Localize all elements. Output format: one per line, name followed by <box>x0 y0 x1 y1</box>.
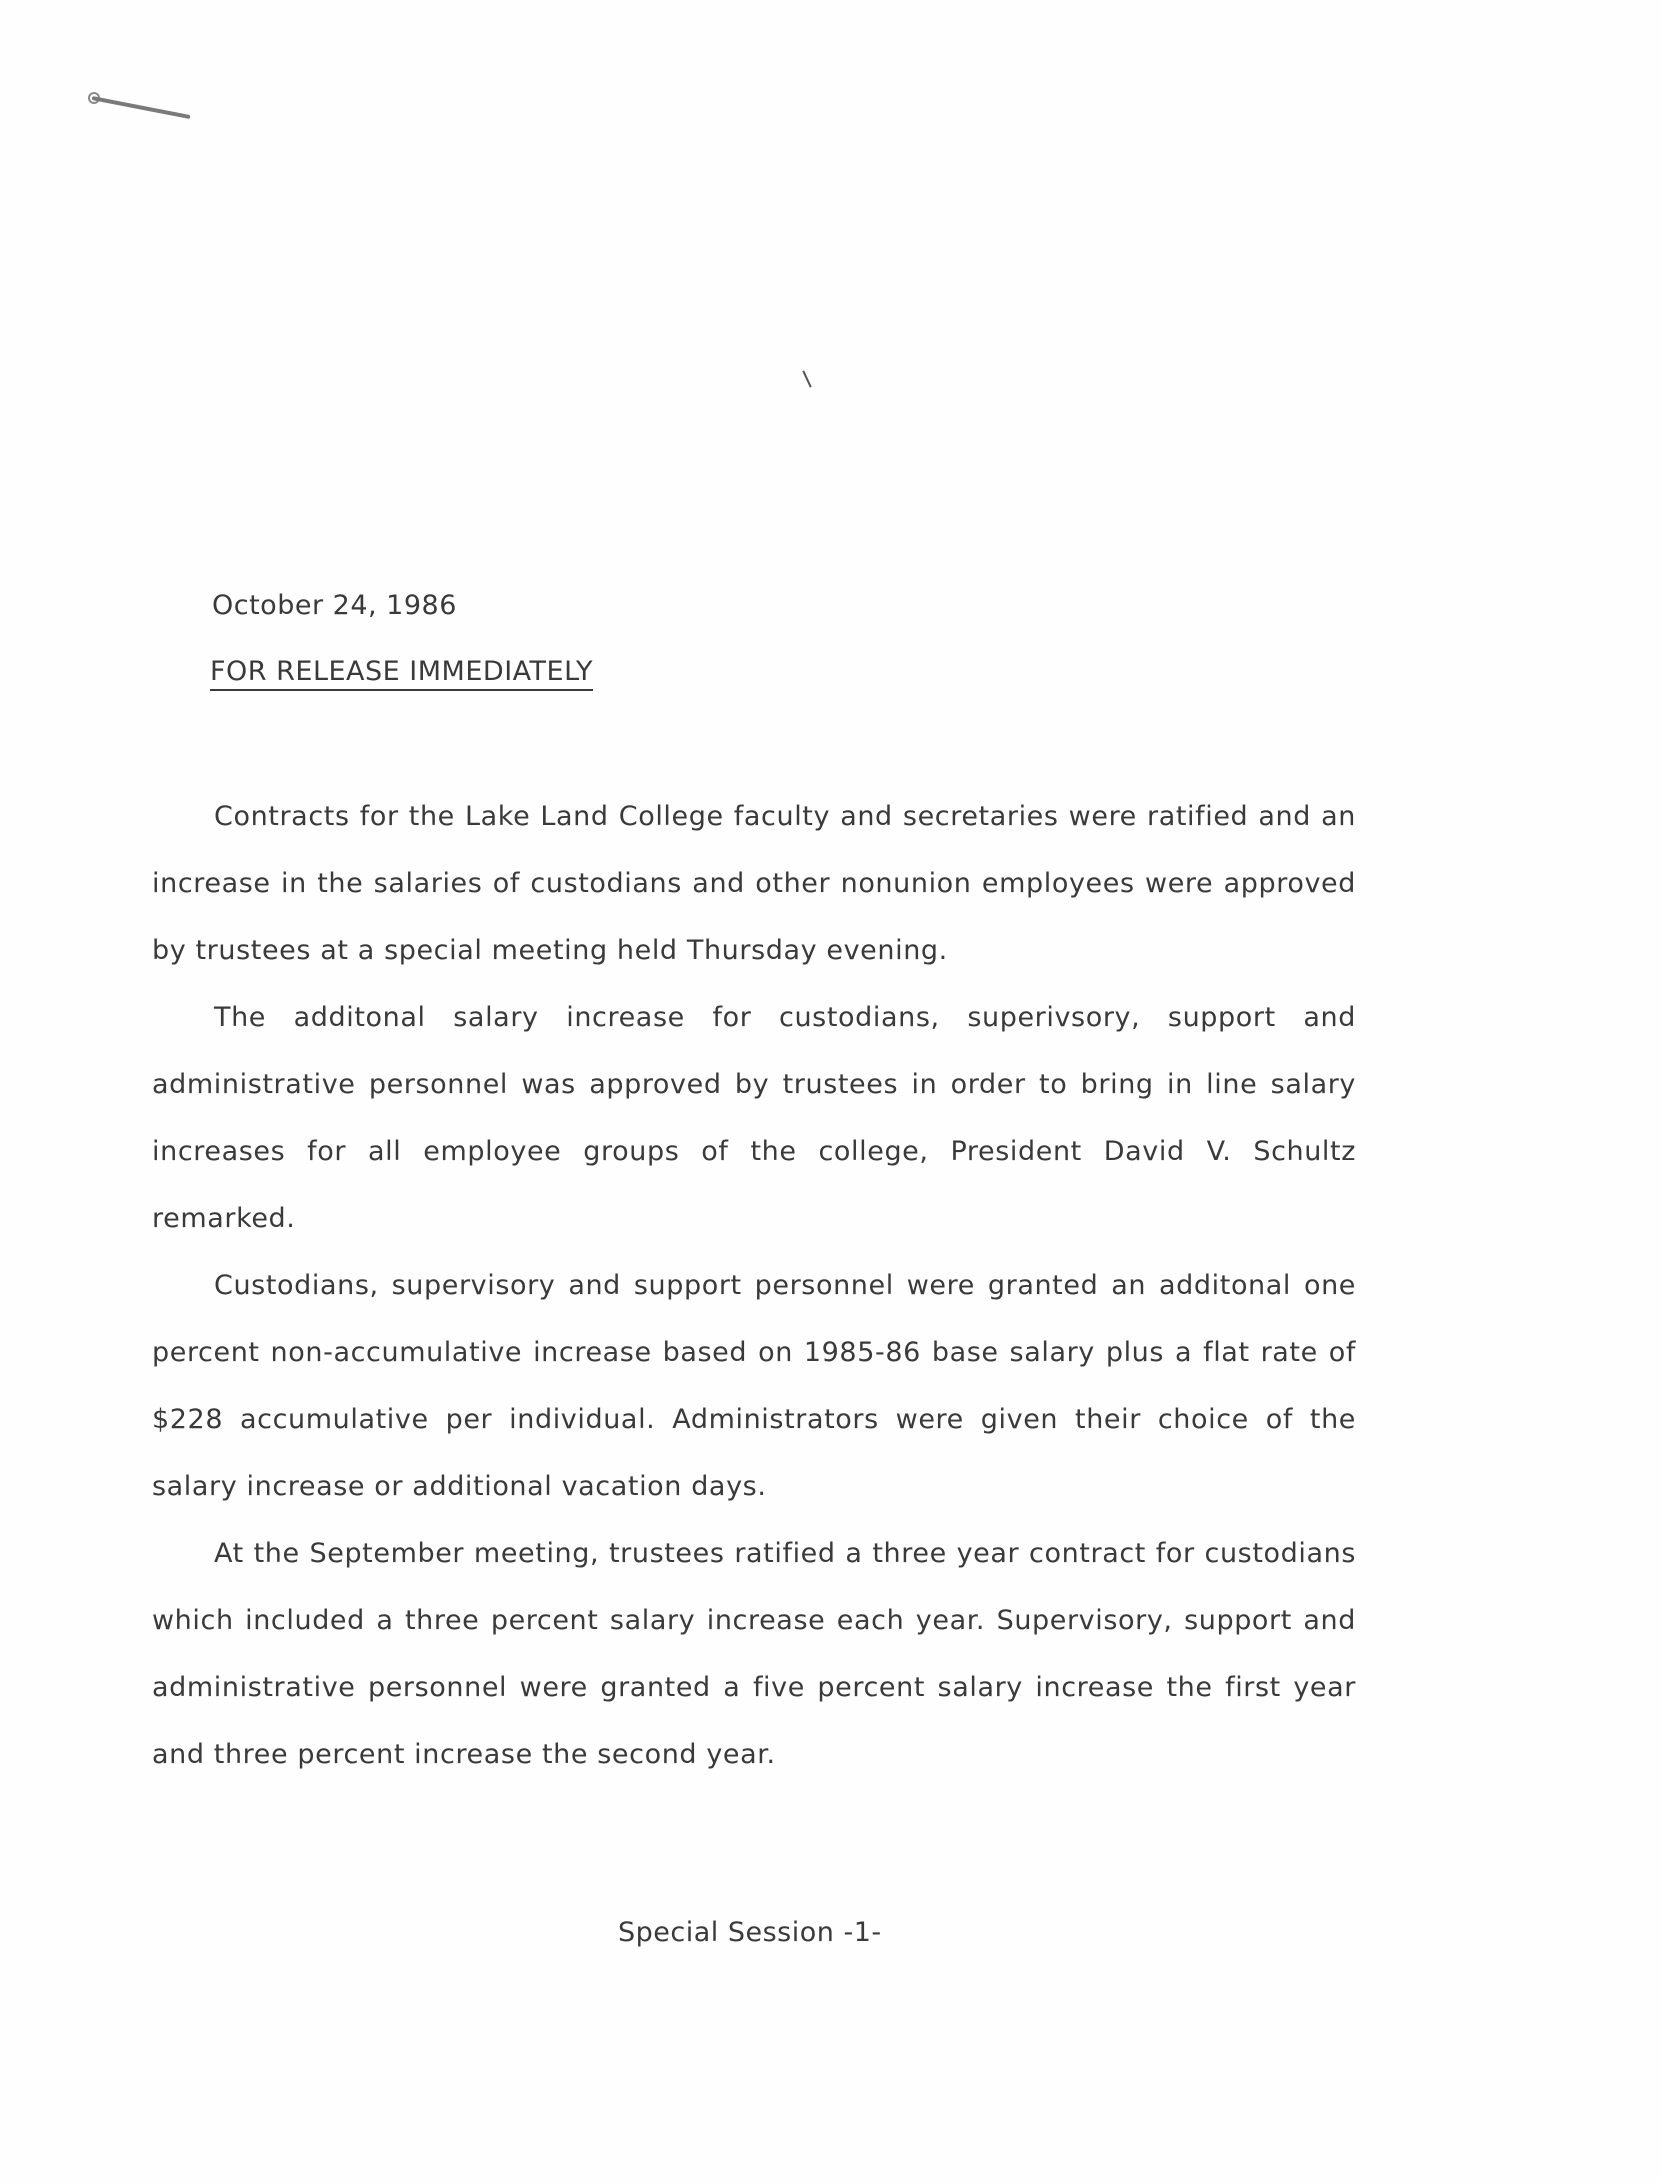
paragraph: At the September meeting, trustees ratified a three year contract for custodians which included a three percent salary increase each year. Supervisory, support and administrative personnel were granted a five percent salary increase the first year and three percent increase the second year. <box>152 1538 1356 1770</box>
paper-mark <box>802 370 811 387</box>
document-date: October 24, 1986 <box>212 590 457 621</box>
document-body <box>152 783 1356 1788</box>
release-heading: FOR RELEASE IMMEDIATELY <box>210 656 593 691</box>
paragraph: Custodians, supervisory and support personnel were granted an additonal one percent non-accumulative increase based on 1985-86 base salary plus a flat rate of $228 accumulative per individual. Administrators were given their choice of the salary increase or additional vacation days. <box>152 1270 1356 1502</box>
staple-mark <box>92 96 191 119</box>
paragraph: Contracts for the Lake Land College faculty and secretaries were ratified and an increase in the salaries of custodians and other nonunion employees were approved by trustees at a special meeting held Thursday evening. <box>152 801 1356 966</box>
page-footer: Special Session -1- <box>618 1917 882 1948</box>
paragraph: The additonal salary increase for custodians, superivsory, support and administrative personnel was approved by trustees in order to bring in line salary increases for all employee groups of the college, President David V. Schultz remarked. <box>152 1002 1356 1234</box>
